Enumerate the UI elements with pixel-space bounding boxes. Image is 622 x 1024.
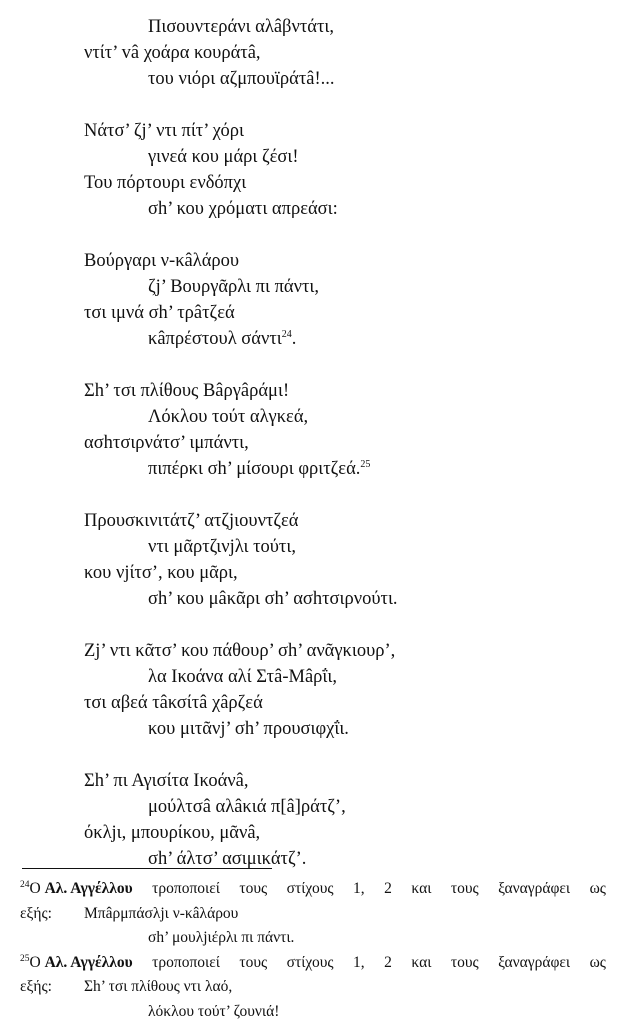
footnote-number: 24: [20, 879, 30, 890]
footnote-first-line: [20, 877, 606, 902]
footnote-word: ξαναγράφει: [498, 880, 571, 897]
verse-text: κâπρέστουλ σάντι: [148, 329, 282, 349]
stanza: [0, 14, 622, 92]
footnote-word: 1,: [353, 953, 365, 971]
verse-text: πιπέρκι σh’ μίσουρι φριτζεά.: [148, 459, 361, 479]
verse-text: Βούργαρι ν-κâλάρου: [84, 251, 240, 271]
footnote-word: τους: [239, 953, 268, 971]
verse-line: [0, 144, 622, 170]
verse-text: Του πόρτουρι ενδόπχι: [84, 173, 247, 193]
verse-text: όκλjι, μπουρίκου, μᾶνâ,: [84, 823, 261, 843]
verse-line: [0, 326, 622, 352]
verse-line: [0, 66, 622, 92]
footnote-verse-line: [20, 975, 606, 1000]
verse-text: Σh’ τσι πλίθους Βâργâράμι!: [84, 381, 290, 401]
verse-text: Προυσκινιτάτζ’ ατζjιουντζεά: [84, 511, 299, 531]
footnote-separator: [22, 868, 272, 869]
verse-text: κου μιτᾶνj’ σh’ προυσιφχΐι.: [148, 719, 349, 739]
verse-line: [0, 456, 622, 482]
verse-line: [0, 248, 622, 274]
verse-text: μούλτσâ αλâκιά π[â]ράτζ’,: [148, 797, 346, 817]
footnote-article: Ο: [29, 953, 45, 971]
footnotes: [20, 877, 606, 1024]
verse-text: τσι αβεά τâκσίτâ χâρζεά: [84, 693, 263, 713]
footnote-head: [20, 951, 133, 976]
verse-text: Λόκλου τούτ αλγκεά,: [148, 407, 309, 427]
verse-line: [0, 274, 622, 300]
footnote-word: 2: [384, 880, 392, 897]
verse-line: [0, 638, 622, 664]
verse-line: [0, 534, 622, 560]
verse-line: [0, 768, 622, 794]
footnote-word: και: [411, 880, 432, 897]
verse-punctuation: .: [291, 329, 297, 349]
verse-text: Πισουντεράνι αλâβντάτι,: [148, 17, 334, 37]
footnote-word: και: [411, 953, 432, 971]
verse-text: ασhτσιρνάτσ’ ιμπάντι,: [84, 433, 249, 453]
verse-line: [0, 14, 622, 40]
stanza: [0, 638, 622, 742]
verse-text: τσι ιμνά σh’ τρâτζεά: [84, 303, 235, 323]
verse-text: Νάτσ’ ζj’ ντι πίτ’ χόρι: [84, 121, 244, 141]
verse-text: Σh’ πι Αγισίτα Ικοάνâ,: [84, 771, 249, 791]
verse-text: σh’ άλτσ’ ασιμικάτζ’.: [148, 849, 307, 869]
footnote-word: τους: [450, 880, 479, 897]
verse-line: [0, 716, 622, 742]
footnote-head: [20, 877, 133, 902]
footnote-verse: σh’ μουλjιέρλι πι πάντι.: [148, 929, 295, 946]
footnote-word: ξαναγράφει: [498, 953, 571, 971]
verse-line: [0, 300, 622, 326]
stanza: [0, 378, 622, 482]
footnote-word: τους: [450, 953, 479, 971]
verse-line: [0, 196, 622, 222]
footnote-label: εξής:: [20, 978, 52, 995]
footnote-word: 1,: [353, 880, 365, 897]
footnote-word: ως: [589, 880, 606, 897]
verse-text: λα Ικοάνα αλί Στâ-Μâρΐι,: [148, 667, 337, 687]
footnote-first-line: [20, 951, 606, 976]
footnote-verse: Σh’ τσι πλίθους ντι λαό,: [84, 978, 233, 995]
verse-text: γινεά κου μάρι ζέσι!: [148, 147, 299, 167]
verse-line: [0, 560, 622, 586]
verse-text: κου νjίτσ’, κου μᾶρι,: [84, 563, 238, 583]
footnote-word: τροποποιεί: [152, 880, 220, 897]
verse-text: Ζj’ ντι κᾶτσ’ κου πάθουρ’ σh’ ανᾶγκιουρ’,: [84, 641, 396, 661]
verse-text: ντίτ’ vâ χοάρα κουράτâ,: [84, 43, 261, 63]
verse-text: ζj’ Βουργᾶρλι πι πάντι,: [148, 277, 320, 297]
verse-line: [0, 378, 622, 404]
poem: [0, 14, 622, 898]
footnote-word: στίχους: [286, 953, 334, 971]
verse-line: [0, 118, 622, 144]
verse-line: [0, 794, 622, 820]
footnote-verse-line: [20, 902, 606, 927]
verse-line: [0, 430, 622, 456]
stanza: [0, 508, 622, 612]
footnote-author: Αλ. Αγγέλλου: [44, 880, 133, 897]
verse-text: του νιόρι αζμπουϊράτâ!...: [148, 69, 335, 89]
verse-text: σh’ κου χρόματι απρεάσι:: [148, 199, 338, 219]
verse-line: [0, 690, 622, 716]
footnote-article: Ο: [29, 880, 45, 897]
footnote-marker[interactable]: 24: [281, 328, 292, 340]
stanza: [0, 768, 622, 872]
verse-line: [0, 40, 622, 66]
verse-line: [0, 170, 622, 196]
footnote-verse: λόκλου τούτ’ ζουνιά!: [148, 1002, 280, 1020]
stanza: [0, 248, 622, 352]
verse-line: [0, 820, 622, 846]
footnote-word: τους: [239, 880, 268, 897]
footnote-author: Αλ. Αγγέλλου: [44, 953, 133, 971]
verse-line: [0, 664, 622, 690]
footnote-word: ως: [589, 953, 606, 971]
footnote-verse-line: [20, 926, 606, 951]
footnote-word: στίχους: [286, 880, 334, 897]
footnote-verse-line: [20, 1000, 606, 1024]
footnote-number: 25: [20, 953, 30, 964]
verse-text: σh’ κου μâκᾶρι σh’ ασhτσιρνούτι.: [148, 589, 398, 609]
verse-line: [0, 586, 622, 612]
verse-line: [0, 404, 622, 430]
footnote-label: εξής:: [20, 904, 52, 922]
verse-text: ντι μᾶρτζινjλι τούτι,: [148, 537, 296, 557]
footnote-word: 2: [384, 953, 392, 971]
stanza: [0, 118, 622, 222]
footnote-marker[interactable]: 25: [360, 458, 371, 470]
footnote-verse: Μπâρμπάσλjι ν-κâλάρου: [84, 904, 239, 922]
verse-line: [0, 508, 622, 534]
footnote-word: τροποποιεί: [152, 953, 220, 971]
